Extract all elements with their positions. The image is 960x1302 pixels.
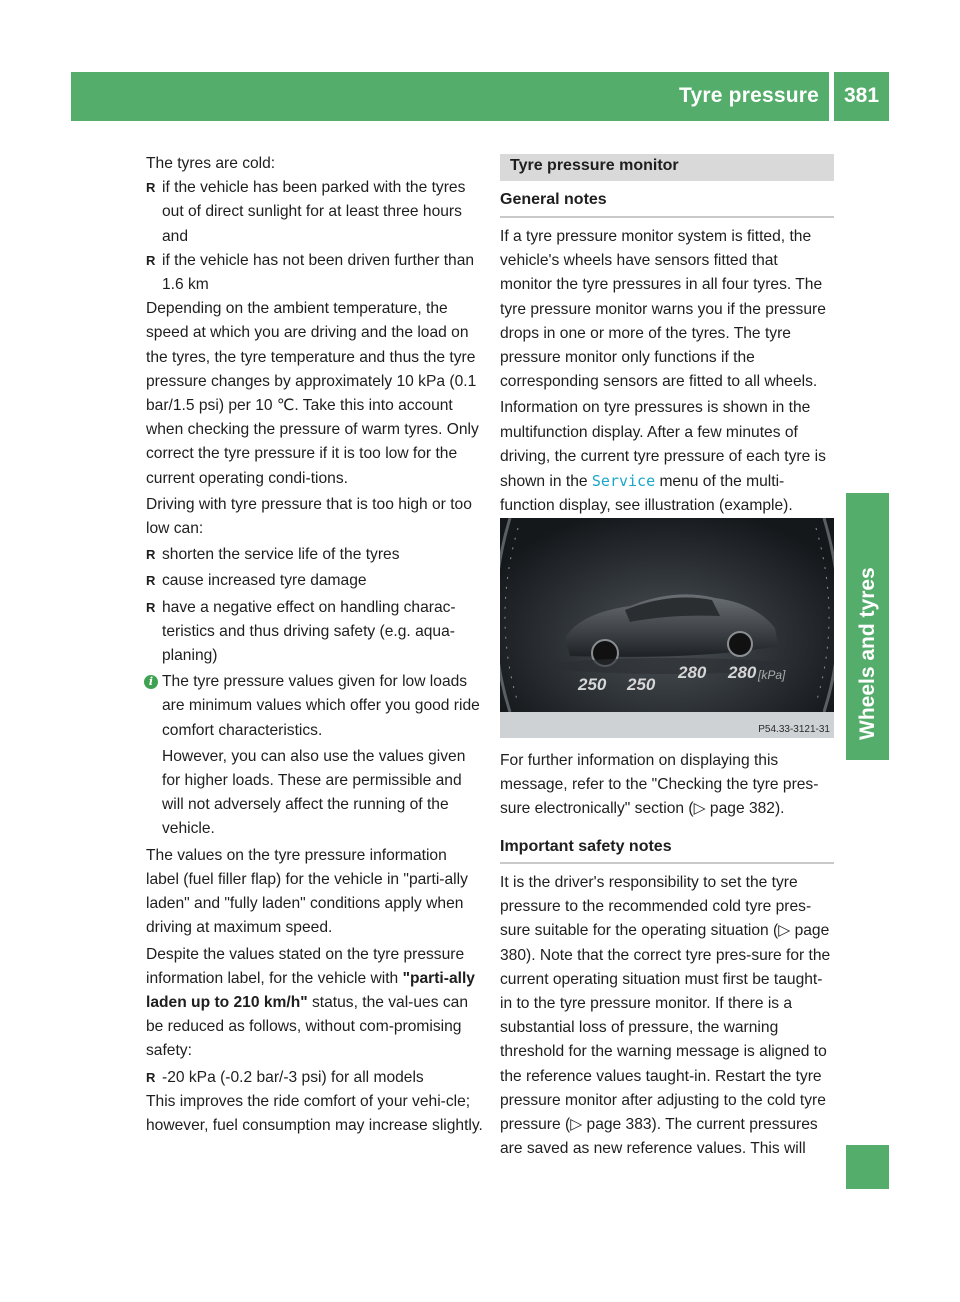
further-info-text — [500, 749, 834, 822]
info-note-text-2: However, you can also use the values given for higher loads. These are permissible and will not adversely affect the running of the vehicle. — [162, 747, 466, 838]
pressure-unit: [kPa] — [758, 668, 786, 682]
list-item: R -20 kPa (-0.2 bar/-3 psi) for all models — [146, 1066, 484, 1090]
paragraph-improves: This improves the ride comfort of your vehi-cle; however, fuel consumption may increase slightly. — [146, 1092, 483, 1134]
tyre-pressure-display-illustration — [500, 518, 834, 738]
subheading-rule — [500, 216, 834, 218]
multifunction-end: menu of the multi-function display, see illustration (example). — [500, 473, 793, 515]
tyre-pressure-rear-left: 250 — [627, 675, 656, 694]
subheading-general-notes: General notes — [500, 191, 607, 208]
service-menu-label: Service — [591, 472, 656, 491]
instrument-cluster-graphic — [500, 518, 834, 738]
list-item: R cause increased tyre damage — [146, 569, 484, 593]
tyre-pressure-rear-right: 280 — [728, 663, 757, 682]
paragraph-values: The values on the tyre pressure information label (fuel filler flap) for the vehicle in "parti-ally laden" and "fully laden" conditions apply when driving at maximum speed. — [146, 846, 468, 937]
left-column — [146, 152, 484, 1138]
safety-paragraph: It is the driver's responsibility to set the tyre pressure to the recommended cold tyre pres-sure suitable for the operating situation (▷ page 380). Note that the correct tyre pres-sure for the current operating situation must first be taught-in to the tyre pressure monitor. If there is a substantial loss of pressure, the warning threshold for the warning message is aligned to the reference values taught-in. Restart the tyre pressure monitor after adjusting to the cold tyre pressure (▷ page 383). The current pressures are saved as new reference values. This will — [500, 874, 831, 1158]
laden-status: "parti-ally laden up to 210 km/h" — [146, 969, 475, 1011]
chapter-side-tab-label: Wheels and tyres — [856, 567, 879, 740]
chapter-title: Tyre pressure — [679, 84, 819, 107]
tyre-pressure-front-left: 250 — [578, 675, 607, 694]
info-note-text-1: The tyre pressure values given for low loads are minimum values which offer you good ride comfort characteristics. — [162, 673, 480, 739]
paragraph-ambient: Depending on the ambient temperature, the speed at which you are driving and the load on the tyres, the tyre temperature and thus the tyre pressure changes by approximately 10 kPa (0.1 bar/1.5 psi) per 10 ℃. Take this into account when checking the pressure of warm tyres. Only correct the tyre pressure if it is too low for the current operating condi-tions. — [146, 300, 479, 487]
paragraph-driving: Driving with tyre pressure that is too high or too low can: — [146, 495, 472, 538]
list-item: R shorten the service life of the tyres — [146, 543, 484, 567]
cold-intro: The tyres are cold: — [146, 155, 276, 172]
figure-caption: P54.33-3121-31 — [758, 724, 830, 735]
multifunction-start: Information on tyre pressures is shown in the multifunction display. After a few minutes of driving, the current tyre pressure of each tyre is shown in the — [500, 399, 826, 491]
paragraph-despite-start: Despite the values stated on the tyre pressure information label, for the vehicle with — [146, 945, 465, 987]
section-title: Tyre pressure monitor — [510, 157, 679, 174]
tyre-pressure-front-right: 280 — [678, 663, 707, 682]
page-number: 381 — [843, 84, 880, 107]
list-item: R if the vehicle has been parked with the tyres out of direct sunlight for at least three hours and — [146, 176, 484, 249]
general-notes-paragraph: If a tyre pressure monitor system is fitted, the vehicle's wheels have sensors fitted that monitor the tyre pressures in all four tyres. The tyre pressure monitor warns you if the pressure drops in one or more of the tyres. The tyre pressure monitor only functions if the corresponding sensors are fitted to all wheels. — [500, 228, 826, 391]
info-icon: i — [144, 675, 158, 689]
further-info-paragraph: For further information on displaying this message, refer to the "Checking the tyre pres-sure electronically" section (▷ page 382). — [500, 752, 819, 818]
multifunction-paragraph — [500, 396, 834, 518]
general-notes-text — [500, 225, 834, 518]
info-note — [146, 670, 484, 841]
subheading-rule — [500, 862, 834, 864]
paragraph-despite-end: status, the val-ues can be reduced as follows, without com-promising safety: — [146, 993, 468, 1060]
paragraph-despite — [146, 943, 484, 1064]
subheading-safety-notes: Important safety notes — [500, 838, 672, 855]
safety-notes-text — [500, 871, 834, 1161]
side-marker-block — [846, 1145, 889, 1189]
list-item: R if the vehicle has not been driven further than 1.6 km — [146, 249, 484, 297]
list-item: R have a negative effect on handling charac-teristics and thus driving safety (e.g. aqua-planing) — [146, 596, 484, 669]
